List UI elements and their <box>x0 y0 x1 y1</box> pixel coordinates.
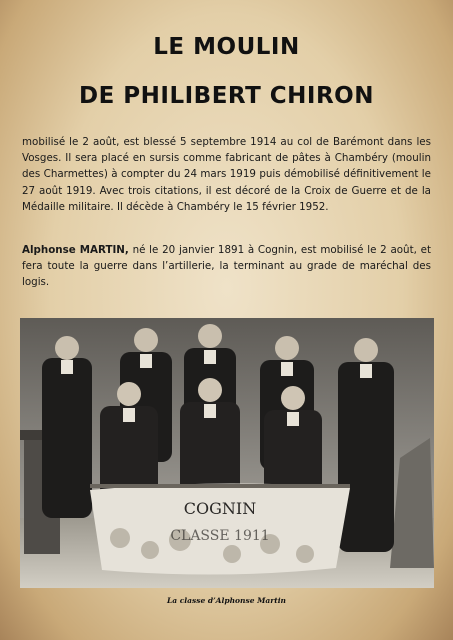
photo-caption: La classe d’Alphonse Martin <box>166 596 286 605</box>
person-name: Alphonse MARTIN, <box>22 244 129 256</box>
title-line-1: LE MOULIN <box>153 34 300 60</box>
banner-text-2: CLASSE 1911 <box>170 528 270 544</box>
title-line-2: DE PHILIBERT CHIRON <box>78 83 374 109</box>
banner-text: COGNIN <box>183 499 257 518</box>
photo-illustration <box>20 318 434 588</box>
group-photograph <box>20 318 434 588</box>
paragraph-martin-text: né le 20 janvier 1891 à Cognin, est mobilisé le 2 août, et fera toute la guerre dans l’artillerie, la terminant au grade de maréchal des logis. <box>22 244 431 289</box>
paragraph-chiron: mobilisé le 2 août, est blessé 5 septembre 1914 au col de Barémont dans les Vosges. Il sera placé en sursis comme fabricant de pâtes à Chambéry (moulin des Charmettes) à compter du 24 mars 1919 puis démobilisé définitivement le 27 août 1919. Avec trois citations, il est décoré de la Croix de Guerre et de la Médaille militaire. Il décède à Chambéry le 15 février 1952. <box>22 136 431 213</box>
paragraph-martin <box>22 242 431 291</box>
